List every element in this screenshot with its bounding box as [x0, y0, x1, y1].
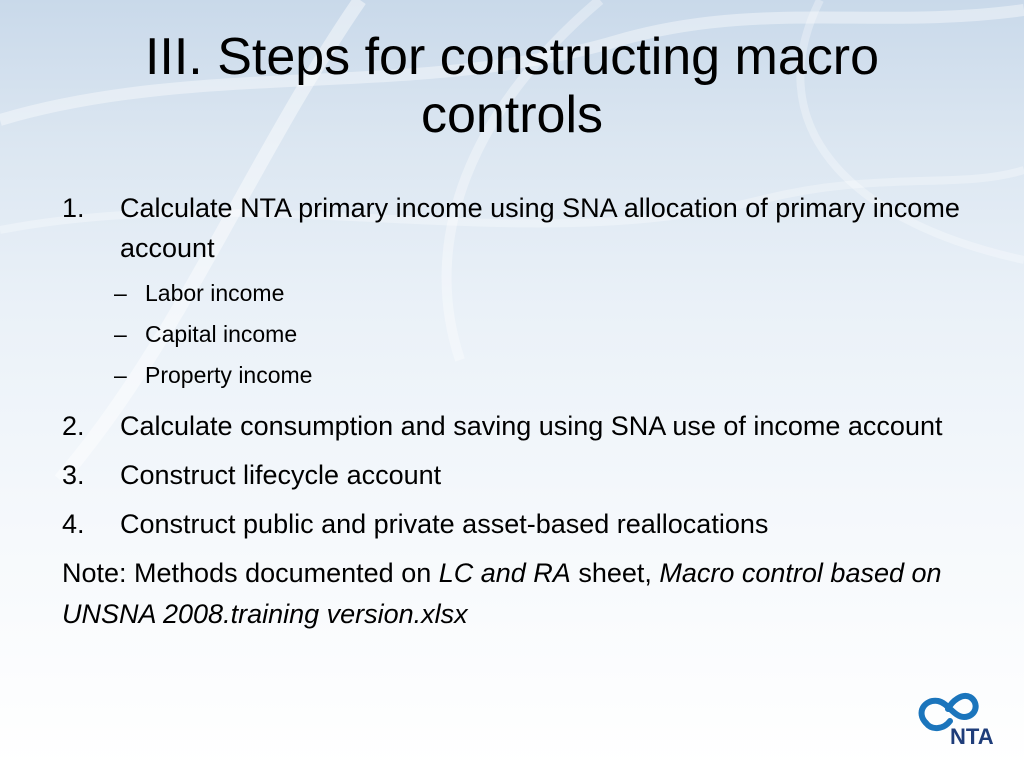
dash-bullet: –: [114, 321, 127, 347]
note-text: [62, 553, 962, 635]
note-file-name: Macro control based on UNSNA 2008.training version.xlsx: [62, 558, 942, 629]
item-text: Construct lifecycle account: [120, 460, 442, 490]
sub-list-item: [114, 273, 962, 314]
list-item: [62, 455, 962, 495]
sub-item-text: Labor income: [145, 280, 285, 306]
list-item: [62, 406, 962, 446]
sub-list-item: [114, 314, 962, 355]
list-item: [62, 188, 962, 268]
item-text: Construct public and private asset-based reallocations: [120, 509, 769, 539]
dash-bullet: –: [114, 280, 127, 306]
sub-item-text: Property income: [145, 362, 313, 388]
item-number: 2.: [62, 411, 85, 441]
note-prefix: Note: Methods documented on: [62, 558, 439, 588]
slide-body: [62, 188, 962, 635]
slide-title: III. Steps for constructing macro controls: [144, 28, 880, 144]
logo-text: NTA: [950, 724, 994, 749]
item-number: 1.: [62, 193, 85, 223]
sub-list: [114, 273, 962, 396]
item-text: Calculate NTA primary income using SNA allocation of primary income account: [120, 193, 960, 263]
note-middle: sheet,: [570, 558, 660, 588]
nta-logo-icon: [914, 683, 1004, 749]
dash-bullet: –: [114, 362, 127, 388]
item-text: Calculate consumption and saving using SNA use of income account: [120, 411, 943, 441]
note-sheet-name: LC and RA: [438, 558, 571, 588]
item-number: 4.: [62, 509, 85, 539]
sub-item-text: Capital income: [145, 321, 298, 347]
sub-list-item: [114, 355, 962, 396]
item-number: 3.: [62, 460, 85, 490]
list-item: [62, 504, 962, 544]
